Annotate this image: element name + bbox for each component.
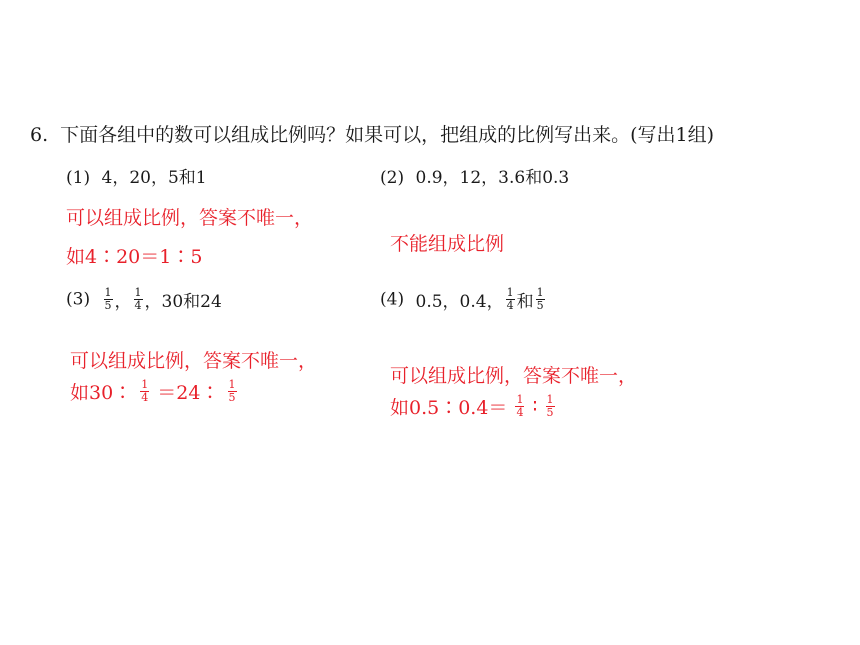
item-4-answer-line2: 如0.5∶0.4＝ $\frac{1}{4}$ ∶ $\frac{1}{5}$ [390, 393, 554, 419]
item-4-label: (4) [380, 289, 405, 310]
item-3-answer-line2: 如30∶ $\frac{1}{4}$ ＝24∶ $\frac{1}{5}$ [70, 378, 236, 404]
item-3-answer-fraction-2: $\frac{1}{5}$ [228, 378, 236, 404]
item-1-answer-line2: 如4∶20＝1∶5 [66, 246, 203, 268]
item-3-answer-fraction-1: $\frac{1}{4}$ [141, 378, 149, 404]
item-3-fraction-2: $\frac{1}{4}$ [134, 286, 142, 312]
item-2 [380, 163, 569, 188]
item-4-answer-line1: 可以组成比例，答案不唯一， [390, 365, 638, 387]
item-3-fraction-1: $\frac{1}{5}$ [104, 286, 112, 312]
item-4-fraction-2: $\frac{1}{5}$ [536, 286, 544, 312]
item-1-answer-line1: 可以组成比例，答案不唯一， [66, 207, 314, 229]
item-4-fraction-1: $\frac{1}{4}$ [506, 286, 514, 312]
item-3-label: (3) [66, 289, 91, 310]
item-3-answer-line1: 可以组成比例，答案不唯一， [70, 350, 318, 372]
item-4: (4) 0.5，0.4， $\frac{1}{4}$ 和 $\frac{1}{5}$ [380, 286, 544, 312]
item-4-answer-fraction-1: $\frac{1}{4}$ [516, 393, 524, 419]
item-4-answer-fraction-2: $\frac{1}{5}$ [546, 393, 554, 419]
question-title [30, 120, 714, 147]
item-2-label: (2) [380, 168, 405, 188]
item-1-text: 4，20，5和1 [101, 168, 207, 188]
question-text: 下面各组中的数可以组成比例吗？如果可以，把组成的比例写出来。(写出1组) [60, 124, 715, 146]
item-1-label: (1) [66, 168, 91, 188]
item-3: (3) $\frac{1}{5}$ ， $\frac{1}{4}$ ，30和24 [66, 286, 222, 312]
item-1 [66, 163, 207, 188]
item-2-answer: 不能组成比例 [390, 233, 505, 255]
item-3-tail: 30和24 [161, 292, 222, 312]
question-number: 6. [30, 124, 49, 146]
item-4-text: 0.5，0.4， [415, 292, 504, 312]
item-2-text: 0.9，12，3.6和0.3 [415, 168, 570, 188]
